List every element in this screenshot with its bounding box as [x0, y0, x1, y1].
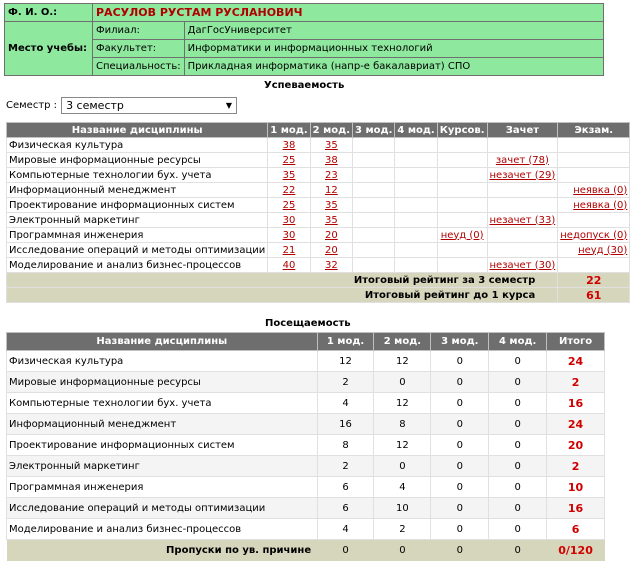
grade-cell — [268, 198, 310, 213]
excused-absences-label: Пропуски по ув. причине — [7, 540, 318, 561]
attendance-cell: 0 — [431, 414, 489, 435]
grades-col-header: 3 мод. — [353, 123, 395, 138]
course-total-label: Итоговый рейтинг до 1 курса — [7, 288, 558, 303]
attendance-cell: 0 — [489, 435, 547, 456]
grade-cell — [310, 153, 352, 168]
attendance-cell: 6 — [317, 477, 374, 498]
discipline-name: Физическая культура — [7, 138, 268, 153]
semester-value: 3 семестр — [66, 99, 124, 112]
grade-cell — [487, 228, 558, 243]
discipline-name: Проектирование информационных систем — [7, 435, 318, 456]
discipline-name: Мировые информационные ресурсы — [7, 372, 318, 393]
grade-cell — [437, 183, 487, 198]
attendance-cell: 0 — [489, 393, 547, 414]
grade-cell — [487, 153, 558, 168]
excused-absences-cell: 0 — [317, 540, 374, 561]
excused-absences-total: 0/120 — [547, 540, 605, 561]
grade-cell — [395, 228, 437, 243]
attendance-row — [7, 372, 605, 393]
attendance-total: 10 — [547, 477, 605, 498]
attendance-cell: 2 — [317, 456, 374, 477]
attendance-col-header: Название дисциплины — [7, 333, 318, 351]
grade-cell — [268, 213, 310, 228]
attendance-row — [7, 393, 605, 414]
grade-cell — [558, 183, 630, 198]
grades-col-header: 2 мод. — [310, 123, 352, 138]
grade-link[interactable]: 12 — [324, 184, 338, 196]
grade-cell — [558, 198, 630, 213]
attendance-cell: 2 — [317, 372, 374, 393]
attendance-total: 16 — [547, 498, 605, 519]
attendance-cell: 6 — [317, 498, 374, 519]
semester-label: Семестр : — [6, 100, 58, 111]
grade-link[interactable]: 35 — [324, 139, 338, 151]
attendance-cell: 0 — [374, 456, 431, 477]
grade-cell — [310, 138, 352, 153]
grade-cell — [268, 168, 310, 183]
attendance-cell: 0 — [489, 372, 547, 393]
specialty-label: Специальность: — [93, 58, 185, 76]
grade-cell — [558, 213, 630, 228]
grade-cell — [268, 228, 310, 243]
grade-cell — [558, 168, 630, 183]
grades-row — [7, 258, 630, 273]
attendance-cell: 0 — [489, 351, 547, 372]
discipline-name: Компьютерные технологии бух. учета — [7, 393, 318, 414]
excused-absences-cell: 0 — [489, 540, 547, 561]
course-total-row — [7, 288, 630, 303]
grade-link[interactable]: 32 — [324, 259, 338, 271]
attendance-cell: 0 — [374, 372, 431, 393]
attendance-cell: 0 — [489, 498, 547, 519]
excused-absences-cell: 0 — [431, 540, 489, 561]
discipline-name: Электронный маркетинг — [7, 456, 318, 477]
grade-link[interactable]: 40 — [282, 259, 296, 271]
grade-cell — [310, 168, 352, 183]
attendance-cell: 12 — [374, 351, 431, 372]
grade-link[interactable]: незачет (29) — [489, 169, 556, 181]
grade-cell — [395, 258, 437, 273]
grade-cell — [353, 213, 395, 228]
grade-cell — [437, 153, 487, 168]
attendance-cell: 4 — [317, 519, 374, 540]
grade-link[interactable]: 22 — [282, 184, 296, 196]
attendance-cell: 12 — [317, 351, 374, 372]
grade-cell — [268, 243, 310, 258]
attendance-row — [7, 351, 605, 372]
discipline-name: Мировые информационные ресурсы — [7, 153, 268, 168]
grade-cell — [353, 138, 395, 153]
grade-cell — [558, 258, 630, 273]
grade-cell — [353, 183, 395, 198]
student-name: РАСУЛОВ РУСТАМ РУСЛАНОВИЧ — [93, 4, 604, 22]
grade-link[interactable]: недопуск (0) — [560, 229, 628, 241]
attendance-row — [7, 519, 605, 540]
grades-row — [7, 153, 630, 168]
attendance-cell: 0 — [489, 414, 547, 435]
faculty-value: Информатики и информационных технологий — [184, 40, 603, 58]
grade-link[interactable]: 38 — [282, 139, 296, 151]
grade-link[interactable]: незачет (33) — [489, 214, 556, 226]
attendance-row — [7, 414, 605, 435]
attendance-row — [7, 477, 605, 498]
grades-row — [7, 228, 630, 243]
attendance-col-header: 2 мод. — [374, 333, 431, 351]
discipline-name: Исследование операций и методы оптимизации — [7, 498, 318, 519]
attendance-cell: 0 — [431, 519, 489, 540]
grades-col-header: Курсов. — [437, 123, 487, 138]
discipline-name: Моделирование и анализ бизнес-процессов — [7, 519, 318, 540]
grade-cell — [395, 243, 437, 258]
branch-value: ДагГосУниверситет — [184, 22, 603, 40]
grade-cell — [437, 228, 487, 243]
grade-cell — [310, 228, 352, 243]
attendance-cell: 4 — [374, 477, 431, 498]
grade-link[interactable]: 38 — [324, 154, 338, 166]
grade-cell — [353, 228, 395, 243]
attendance-cell: 12 — [374, 435, 431, 456]
grade-cell — [558, 153, 630, 168]
grade-cell — [487, 198, 558, 213]
attendance-col-header: Итого — [547, 333, 605, 351]
attendance-cell: 8 — [317, 435, 374, 456]
attendance-col-header: 1 мод. — [317, 333, 374, 351]
grades-col-header: Зачет — [487, 123, 558, 138]
grade-cell — [395, 153, 437, 168]
grade-link[interactable]: 23 — [324, 169, 338, 181]
attendance-cell: 0 — [431, 498, 489, 519]
grade-cell — [268, 258, 310, 273]
semester-select[interactable] — [61, 97, 237, 114]
grade-cell — [558, 243, 630, 258]
semester-row — [6, 97, 237, 114]
student-info-table — [4, 3, 604, 76]
grade-cell — [353, 153, 395, 168]
specialty-value: Прикладная информатика (напр-е бакалавриат) СПО — [184, 58, 603, 76]
discipline-name: Информационный менеджмент — [7, 414, 318, 435]
grades-col-header: 4 мод. — [395, 123, 437, 138]
discipline-name: Проектирование информационных систем — [7, 198, 268, 213]
grade-cell — [353, 168, 395, 183]
grade-cell — [310, 183, 352, 198]
grade-cell — [268, 138, 310, 153]
semester-total-label: Итоговый рейтинг за 3 семестр — [7, 273, 558, 288]
grade-link[interactable]: незачет (30) — [489, 259, 556, 271]
grade-cell — [487, 138, 558, 153]
attendance-total: 6 — [547, 519, 605, 540]
grade-cell — [395, 138, 437, 153]
grade-cell — [437, 243, 487, 258]
attendance-cell: 0 — [489, 477, 547, 498]
grade-link[interactable]: зачет (78) — [495, 154, 549, 166]
grade-cell — [353, 243, 395, 258]
attendance-cell: 16 — [317, 414, 374, 435]
grade-link[interactable]: 35 — [282, 169, 296, 181]
attendance-cell: 0 — [431, 372, 489, 393]
attendance-cell: 0 — [431, 477, 489, 498]
discipline-name: Физическая культура — [7, 351, 318, 372]
grade-cell — [395, 183, 437, 198]
grade-link[interactable]: неуд (0) — [440, 229, 484, 241]
attendance-cell: 0 — [489, 456, 547, 477]
grade-cell — [395, 213, 437, 228]
semester-total-value: 22 — [558, 273, 630, 288]
discipline-name: Информационный менеджмент — [7, 183, 268, 198]
attendance-row — [7, 498, 605, 519]
grade-cell — [487, 258, 558, 273]
discipline-name: Компьютерные технологии бух. учета — [7, 168, 268, 183]
grade-link[interactable]: неуд (30) — [578, 244, 628, 256]
grades-col-header: Экзам. — [558, 123, 630, 138]
discipline-name: Исследование операций и методы оптимизации — [7, 243, 268, 258]
attendance-cell: 10 — [374, 498, 431, 519]
grade-cell — [310, 243, 352, 258]
attendance-col-header: 3 мод. — [431, 333, 489, 351]
attendance-total: 20 — [547, 435, 605, 456]
fio-label: Ф. И. О.: — [5, 4, 93, 22]
grade-link[interactable]: неявка (0) — [573, 184, 628, 196]
grades-row — [7, 168, 630, 183]
grade-cell — [353, 198, 395, 213]
grade-cell — [437, 168, 487, 183]
grade-link[interactable]: 35 — [324, 214, 338, 226]
dropdown-arrow-icon: ▼ — [225, 101, 233, 110]
grade-cell — [353, 258, 395, 273]
grade-cell — [310, 213, 352, 228]
attendance-total: 24 — [547, 351, 605, 372]
grade-link[interactable]: 20 — [324, 244, 338, 256]
grades-row — [7, 183, 630, 198]
attendance-total: 16 — [547, 393, 605, 414]
discipline-name: Электронный маркетинг — [7, 213, 268, 228]
attendance-cell: 0 — [431, 351, 489, 372]
attendance-cell: 0 — [431, 393, 489, 414]
semester-total-row — [7, 273, 630, 288]
attendance-cell: 4 — [317, 393, 374, 414]
grades-row — [7, 198, 630, 213]
grade-cell — [395, 168, 437, 183]
grades-table — [6, 122, 630, 303]
attendance-cell: 0 — [431, 456, 489, 477]
study-place-label: Место учебы: — [5, 22, 93, 76]
discipline-name: Программная инженерия — [7, 228, 268, 243]
grade-link[interactable]: 35 — [324, 199, 338, 211]
grade-cell — [310, 198, 352, 213]
grade-cell — [487, 183, 558, 198]
grade-cell — [558, 228, 630, 243]
attendance-row — [7, 456, 605, 477]
grade-cell — [395, 198, 437, 213]
attendance-total: 24 — [547, 414, 605, 435]
attendance-footer-row — [7, 540, 605, 561]
grade-link[interactable]: неявка (0) — [573, 199, 628, 211]
grade-cell — [310, 258, 352, 273]
discipline-name: Программная инженерия — [7, 477, 318, 498]
grade-cell — [487, 213, 558, 228]
grade-cell — [437, 198, 487, 213]
grade-link[interactable]: 30 — [282, 229, 296, 241]
grade-cell — [487, 168, 558, 183]
attendance-cell: 12 — [374, 393, 431, 414]
grade-link[interactable]: 20 — [324, 229, 338, 241]
grades-col-header: Название дисциплины — [7, 123, 268, 138]
grade-cell — [487, 243, 558, 258]
attendance-total: 2 — [547, 456, 605, 477]
grade-cell — [268, 153, 310, 168]
attendance-row — [7, 435, 605, 456]
grades-row — [7, 243, 630, 258]
grade-cell — [437, 213, 487, 228]
attendance-cell: 0 — [431, 435, 489, 456]
grade-link[interactable]: 21 — [282, 244, 296, 256]
discipline-name: Моделирование и анализ бизнес-процессов — [7, 258, 268, 273]
attendance-cell: 0 — [489, 519, 547, 540]
grades-title: Успеваемость — [264, 80, 345, 91]
branch-label: Филиал: — [93, 22, 185, 40]
attendance-col-header: 4 мод. — [489, 333, 547, 351]
grade-link[interactable]: 25 — [282, 199, 296, 211]
grade-cell — [268, 183, 310, 198]
attendance-title: Посещаемость — [265, 318, 351, 329]
grades-col-header: 1 мод. — [268, 123, 310, 138]
attendance-table — [6, 332, 605, 561]
grade-link[interactable]: 30 — [282, 214, 296, 226]
faculty-label: Факультет: — [93, 40, 185, 58]
attendance-cell: 2 — [374, 519, 431, 540]
attendance-cell: 8 — [374, 414, 431, 435]
grade-cell — [558, 138, 630, 153]
attendance-total: 2 — [547, 372, 605, 393]
grades-row — [7, 138, 630, 153]
grade-link[interactable]: 25 — [282, 154, 296, 166]
grade-cell — [437, 258, 487, 273]
grades-row — [7, 213, 630, 228]
grade-cell — [437, 138, 487, 153]
excused-absences-cell: 0 — [374, 540, 431, 561]
course-total-value: 61 — [558, 288, 630, 303]
